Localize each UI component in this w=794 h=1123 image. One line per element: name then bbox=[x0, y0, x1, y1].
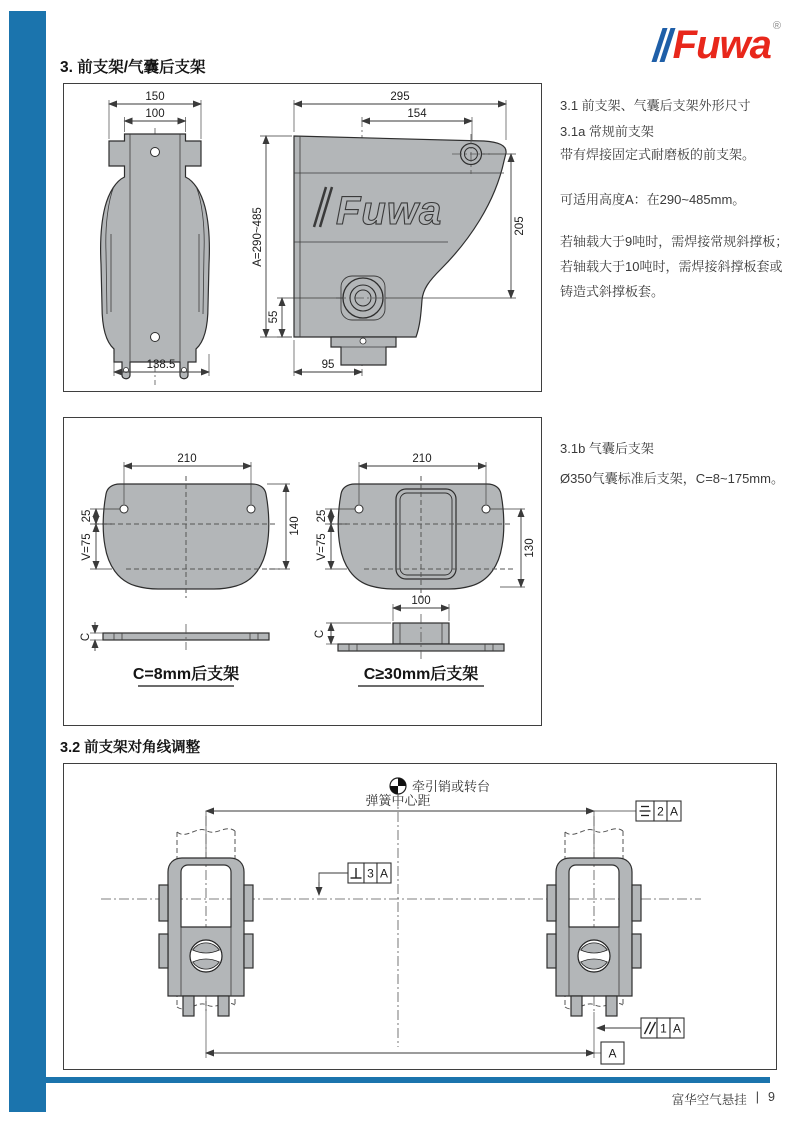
rear-bracket-drawing bbox=[64, 418, 541, 725]
front-bracket-drawing-box bbox=[63, 83, 542, 392]
front-bracket-drawing bbox=[64, 84, 541, 391]
dimension-label: 100 bbox=[145, 108, 165, 120]
dimension-label: 95 bbox=[321, 359, 335, 371]
tolerance-value: 3 bbox=[367, 866, 374, 881]
kingpin-label: 牵引销或转台 bbox=[412, 779, 491, 794]
footer bbox=[430, 1090, 775, 1108]
caption-c8: C=8mm后支架 bbox=[132, 666, 240, 683]
rear-bracket-drawing-box bbox=[63, 417, 542, 726]
parallelism-tolerance-frame bbox=[597, 1018, 684, 1038]
dimension-label: 55 bbox=[268, 310, 280, 324]
note-line: Ø350气囊标准后支架，C=8~175mm。 bbox=[560, 471, 784, 486]
dimension-label: 295 bbox=[390, 91, 410, 103]
dimension-label: 25 bbox=[316, 509, 328, 523]
footer-accent-bar bbox=[43, 1077, 770, 1083]
section-2-title: 3.2 前支架对角线调整 bbox=[60, 740, 201, 756]
note-line: 可适用高度A：在290~485mm。 bbox=[560, 192, 746, 207]
dimension-label: 25 bbox=[81, 509, 93, 523]
footer-page-number: 9 bbox=[768, 1090, 775, 1104]
fuwa-logo bbox=[636, 20, 781, 70]
kingpin-target-icon bbox=[390, 778, 406, 794]
dimension-label: 205 bbox=[514, 216, 526, 236]
section-1-title: 3. 前支架/气囊后支架 bbox=[60, 59, 206, 76]
dimension-label: 210 bbox=[412, 453, 432, 465]
footer-brand: 富华空气悬挂 bbox=[671, 1093, 747, 1107]
datum-a-frame bbox=[601, 1042, 624, 1064]
dimension-label: 138.5 bbox=[146, 359, 176, 371]
caption-c30: C≥30mm后支架 bbox=[363, 666, 479, 683]
dimension-label: C bbox=[314, 629, 326, 639]
diagonal-adjustment-drawing bbox=[64, 764, 776, 1069]
note-line: 若轴载大于10吨时，需焊接斜撑板套或 bbox=[560, 259, 783, 274]
dimension-label: 154 bbox=[407, 108, 427, 120]
logo-wordmark: Fuwa bbox=[672, 23, 771, 67]
dimension-label: 140 bbox=[289, 516, 301, 536]
dimension-label: V=75 bbox=[81, 533, 93, 561]
rear-bracket-c30 bbox=[314, 453, 536, 686]
note-line: 若轴载大于9吨时，需焊接常规斜撑板； bbox=[560, 234, 789, 249]
dimension-label: V=75 bbox=[316, 533, 328, 561]
dimension-label: 130 bbox=[524, 538, 536, 558]
registered-mark: ® bbox=[772, 20, 781, 32]
tolerance-datum: A bbox=[672, 1021, 682, 1036]
diagonal-adjustment-drawing-box bbox=[63, 763, 777, 1070]
note-line: 3.1a 常规前支架 bbox=[560, 124, 654, 139]
side-view bbox=[252, 91, 526, 376]
note-line: 铸造式斜撑板套。 bbox=[560, 284, 665, 299]
perpendicularity-tolerance-frame bbox=[319, 863, 391, 895]
tolerance-value: 2 bbox=[657, 804, 664, 819]
note-line: 3.1b 气囊后支架 bbox=[560, 441, 654, 456]
note-line: 3.1 前支架、气囊后支架外形尺寸 bbox=[560, 98, 751, 113]
side-bracket-body bbox=[294, 136, 506, 337]
left-accent-strip bbox=[9, 11, 46, 1112]
tolerance-datum: A bbox=[379, 866, 389, 881]
tolerance-value: 1 bbox=[660, 1021, 667, 1036]
dimension-label: 100 bbox=[411, 595, 431, 607]
dimension-label: 210 bbox=[177, 453, 197, 465]
symmetry-tolerance-frame bbox=[636, 801, 681, 821]
tolerance-datum: A bbox=[669, 804, 679, 819]
note-line: 带有焊接固定式耐磨板的前支架。 bbox=[560, 147, 756, 162]
datum-label: A bbox=[608, 1046, 617, 1061]
dimension-label: 150 bbox=[145, 91, 165, 103]
embossed-fuwa-logo: Fuwa bbox=[336, 189, 443, 233]
dimension-label: A=290~485 bbox=[252, 207, 264, 267]
front-view bbox=[101, 91, 210, 385]
rear-bracket-c8 bbox=[80, 453, 301, 686]
front-bracket-body bbox=[101, 134, 210, 379]
dimension-label: C bbox=[80, 632, 92, 642]
spring-center-distance-label: 弹簧中心距 bbox=[365, 793, 431, 808]
footer-separator: | bbox=[755, 1090, 760, 1104]
